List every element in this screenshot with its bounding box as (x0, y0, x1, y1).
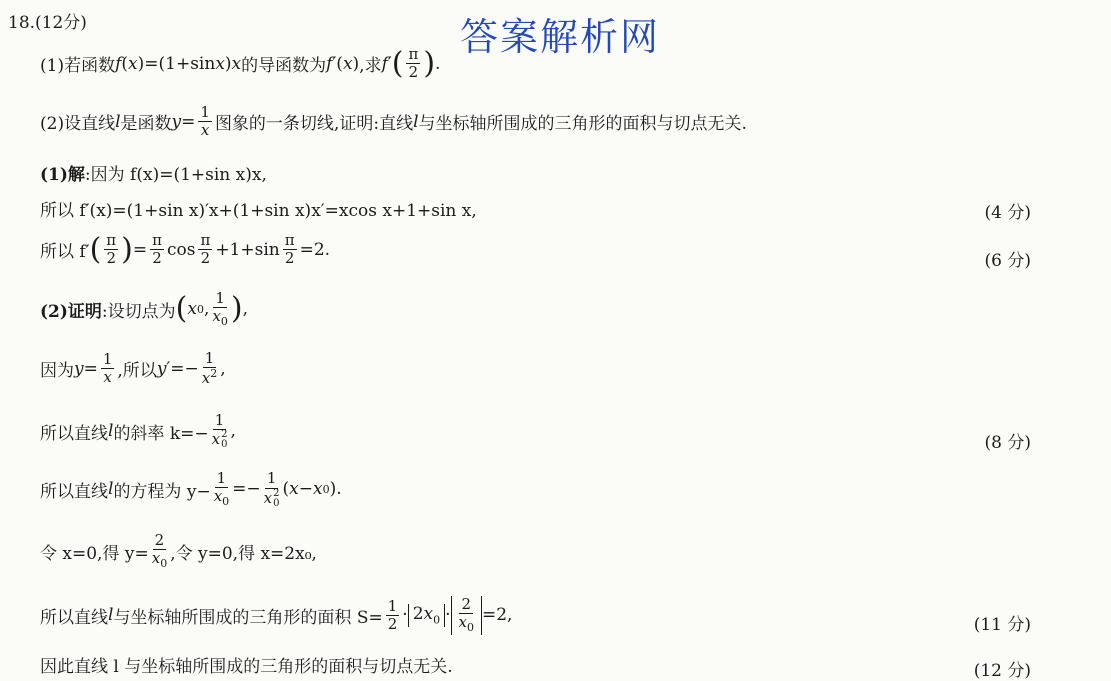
q1-text-b: 的导函数为 (241, 56, 327, 77)
solution-1-value: 所以 f′ ( $\frac{\pi}{2}$ ) = $\frac{\pi}{2}$ cos $\frac{\pi}{2}$ +1+sin $\frac{\pi}{2}$ =2. (40, 231, 331, 268)
watermark: 答案解析网 (460, 15, 661, 59)
solution-1-label: (1)解 (40, 165, 85, 185)
score-8: (8 分) (984, 433, 1031, 453)
solution-2-slope: 所以直线 l 的斜率 k=− 1 x 2 0 , (40, 411, 236, 451)
slope-text-b: 的斜率 k=− (113, 423, 209, 444)
solution-2-area: 所以直线 l 与坐标轴所围成的三角形的面积 S= $\frac{1}{2}$ · $2x_0$ · $\frac{2}{x_0}$ =2, (40, 595, 513, 635)
solution-2-intercepts: 令 x=0,得 y= $\frac{2}{x_0}$ ,令 y=0,得 x=2x₀, (40, 531, 317, 571)
solution-1-text: :因为 f(x)=(1+sin x)x, (84, 165, 267, 185)
line-symbol: l (115, 111, 121, 132)
line-symbol: l (413, 111, 419, 132)
conclusion-text: 因此直线 l 与坐标轴所围成的三角形的面积与切点无关. (40, 657, 453, 677)
q2-text-c: 图象的一条切线,证明:直线 (214, 114, 414, 135)
q2-text-d: 与坐标轴所围成的三角形的面积与切点无关. (418, 114, 747, 135)
line-symbol: l (108, 479, 114, 500)
so-text: ,所以 (117, 361, 157, 382)
equation-text-b: 的方程为 y− (113, 481, 211, 502)
intercept-text-a: 令 x=0,得 y= (40, 543, 149, 564)
intercept-text-b: ,令 y=0,得 x=2x₀, (170, 543, 317, 564)
solution-2-label: (2)证明 (40, 301, 102, 322)
conclusion (40, 652, 453, 677)
solution-1-intro (40, 160, 267, 185)
solution-2-derivative: 因为 y = $\frac{1}{x}$ ,所以 y ′=− $\frac{1}{x^2}$ , (40, 349, 226, 388)
q1-text-a: (1)若函数 (40, 56, 116, 77)
score-12: (12 分) (973, 661, 1031, 681)
area-text-a: 所以直线 (40, 607, 108, 628)
question-number: 18.(12分) (8, 13, 87, 33)
solution-2-intro: (2)证明 :设切点为 ( x 0 , $\frac{1}{x_0}$ ) , (40, 289, 248, 329)
value-prefix: 所以 f′ (40, 242, 90, 263)
q2-text-a: (2)设直线 (40, 114, 116, 135)
because-text: 因为 (40, 361, 74, 382)
solution-1-derivative (40, 196, 477, 221)
slope-text-a: 所以直线 (40, 423, 108, 444)
score-4: (4 分) (984, 203, 1031, 223)
derivative-text: 所以 f′(x)=(1+sin x)′x+(1+sin x)x′=xcos x+1+sin x, (40, 201, 477, 221)
solution-2-text: :设切点为 (101, 301, 176, 322)
score-11: (11 分) (973, 615, 1031, 635)
q1-text-c: ,求 (359, 56, 382, 77)
equation-text-a: 所以直线 (40, 481, 108, 502)
line-symbol: l (108, 605, 114, 626)
question-part-2: (2)设直线 l 是函数 y = $\frac{1}{x}$ 图象的一条切线,证明:直线 l 与坐标轴所围成的三角形的面积与切点无关. (40, 103, 747, 140)
question-part-1: (1)若函数 f ( x )=(1+sin x ) x 的导函数为 f ′( x ) ,求 f ′ ( $\frac{\pi}{2}$ ) . (40, 45, 441, 82)
area-text-b: 与坐标轴所围成的三角形的面积 S= (113, 607, 383, 628)
solution-2-equation: 所以直线 l 的方程为 y− $\frac{1}{x_0}$ =− 1 x 2 0 ( x − x 0 ). (40, 469, 342, 509)
score-6: (6 分) (984, 251, 1031, 271)
q2-text-b: 是函数 (120, 114, 172, 135)
line-symbol: l (108, 421, 114, 442)
